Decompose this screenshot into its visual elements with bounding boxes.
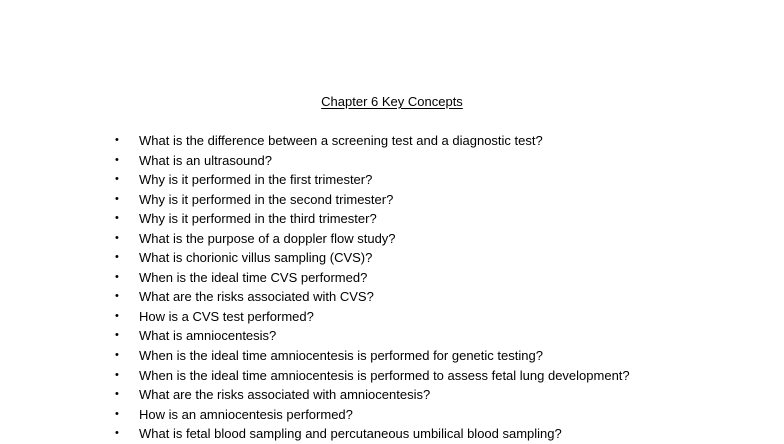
list-item-text: When is the ideal time amniocentesis is performed to assess fetal lung development? bbox=[139, 367, 630, 383]
list-item-text: What are the risks associated with CVS? bbox=[139, 289, 374, 305]
bullet-icon: • bbox=[115, 407, 119, 420]
list-item-text: What is amniocentesis? bbox=[139, 328, 277, 344]
bullet-icon: • bbox=[115, 231, 119, 244]
list-item-text: When is the ideal time CVS performed? bbox=[139, 269, 368, 285]
list-item-text: What is the purpose of a doppler flow study? bbox=[139, 230, 396, 246]
bullet-icon: • bbox=[115, 368, 119, 381]
list-item-text: What is an ultrasound? bbox=[139, 152, 272, 168]
bullet-icon: • bbox=[115, 251, 119, 264]
list-item-text: Why is it performed in the second trimester? bbox=[139, 191, 394, 207]
bullet-icon: • bbox=[115, 349, 119, 362]
bullet-icon: • bbox=[115, 427, 119, 440]
bullet-icon: • bbox=[115, 134, 119, 146]
list-item-text: How is a CVS test performed? bbox=[139, 308, 314, 324]
bullet-icon: • bbox=[115, 290, 119, 303]
page-title: Chapter 6 Key Concepts bbox=[321, 94, 463, 109]
bullet-icon: • bbox=[115, 192, 119, 205]
bullet-icon: • bbox=[115, 270, 119, 283]
list-item-text: Why is it performed in the first trimester? bbox=[139, 172, 373, 188]
list-item-text: What is the difference between a screening test and a diagnostic test? bbox=[139, 133, 543, 148]
bullet-icon: • bbox=[115, 388, 119, 401]
list-item-text: How is an amniocentesis performed? bbox=[139, 406, 353, 422]
bullet-icon: • bbox=[115, 329, 119, 342]
bullet-icon: • bbox=[115, 173, 119, 186]
list-item-text: Why is it performed in the third trimester? bbox=[139, 211, 377, 227]
list-item-text: What is fetal blood sampling and percutaneous umbilical blood sampling? bbox=[139, 426, 562, 442]
list-item-text: What is chorionic villus sampling (CVS)? bbox=[139, 250, 373, 266]
bullet-icon: • bbox=[115, 153, 119, 166]
bullet-icon: • bbox=[115, 309, 119, 322]
list-item-text: What are the risks associated with amniocentesis? bbox=[139, 387, 431, 403]
bullet-icon: • bbox=[115, 212, 119, 225]
list-item-text: When is the ideal time amniocentesis is performed for genetic testing? bbox=[139, 348, 543, 364]
